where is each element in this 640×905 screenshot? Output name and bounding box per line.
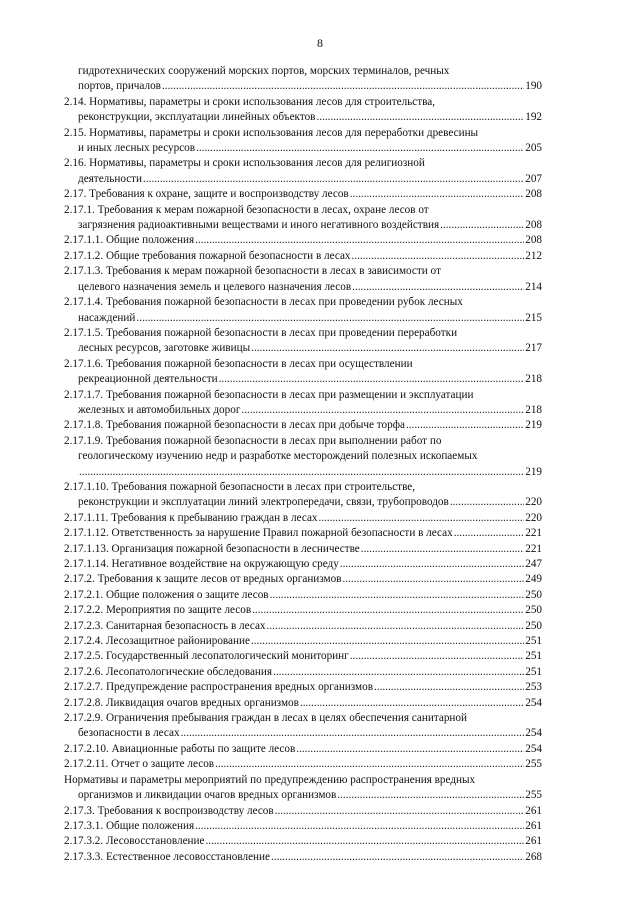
toc-entry (64, 187, 542, 202)
toc-page-number: 255 (525, 758, 542, 771)
toc-entry-line (64, 187, 542, 202)
toc-entry-line (64, 819, 542, 834)
toc-entry-text: деятельности (78, 172, 143, 185)
toc-entry-text: целевого назначения земель и целевого назначения лесов (78, 280, 352, 293)
toc-entry-line (64, 649, 542, 664)
toc-page-number: 215 (525, 311, 542, 324)
toc-entry-text: рекреационной деятельности (78, 373, 218, 386)
toc-entry-line (64, 542, 542, 557)
toc-entry (64, 511, 542, 526)
toc-entry (64, 665, 542, 680)
toc-entry-line (64, 634, 542, 649)
toc-entry-text: 2.17.3. Требования к воспроизводству лесов (64, 804, 274, 817)
toc-entry-line (64, 280, 542, 295)
toc-page-number: 268 (525, 850, 542, 863)
toc-entry-text: 2.17.1.1. Общие положения (64, 234, 195, 247)
toc-entry-text: железных и автомобильных дорог (78, 403, 241, 416)
toc-page-number: 217 (525, 342, 542, 355)
toc-page-number: 261 (525, 819, 542, 832)
toc-entry-line (64, 372, 542, 387)
dot-leader (340, 557, 524, 572)
toc-entry-text: 2.17.2.6. Лесопатологические обследования (64, 665, 273, 678)
toc-entry-line (64, 804, 542, 819)
toc-entry (64, 850, 542, 865)
toc-entry-text: 2.17.2.10. Авиационные работы по защите лесов (64, 742, 296, 755)
toc-entry (64, 804, 542, 819)
page-number: 8 (317, 36, 323, 50)
toc-page-number: 251 (525, 650, 542, 663)
dot-leader (296, 742, 524, 757)
toc-entry-text: 2.17.2. Требования к защите лесов от вредных организмов (64, 573, 342, 586)
toc-page-number: 220 (525, 496, 542, 509)
dot-leader (143, 172, 524, 187)
dot-leader (352, 280, 524, 295)
toc-page-number: 254 (525, 727, 542, 740)
dot-leader (162, 79, 524, 94)
toc-page-number: 208 (525, 188, 542, 201)
toc-page-number: 251 (525, 665, 542, 678)
toc-entry (64, 233, 542, 248)
toc-entry-text: реконструкции, эксплуатации линейных объектов (78, 111, 316, 124)
toc-page-number: 219 (525, 419, 542, 432)
dot-leader (205, 834, 524, 849)
dot-leader (350, 649, 524, 664)
toc-entry-text: загрязнения радиоактивными веществами и иного негативного воздействия (78, 219, 440, 232)
toc-entry-text: 2.17.1.2. Общие требования пожарной безопасности в лесах (64, 249, 351, 262)
dot-leader (454, 526, 525, 541)
toc-entry-line (64, 110, 542, 125)
dot-leader (316, 110, 524, 125)
toc-entry (64, 819, 542, 834)
toc-entry-line (64, 526, 542, 541)
toc-page-number: 207 (525, 172, 542, 185)
toc-entry-line (78, 79, 542, 94)
toc-entry (64, 264, 542, 295)
toc-entry-text: 2.17.1.7. Требования пожарной безопасности в лесах при размещении и эксплуатации (64, 388, 474, 401)
toc-entry-text: портов, причалов (78, 80, 161, 93)
toc-entry-line (64, 172, 542, 187)
toc-entry-line (64, 572, 542, 587)
toc-entry (64, 711, 542, 742)
toc-entry-text: 2.17.2.8. Ликвидация очагов вредных организмов (64, 696, 299, 709)
toc-entry (64, 649, 542, 664)
toc-page-number: 214 (525, 280, 542, 293)
toc-entry-text: 2.17.1.12. Ответственность за нарушение Правил пожарной безопасности в лесах (64, 527, 453, 540)
toc-entry-line (64, 465, 542, 480)
toc-entry-text: геологическому изучению недр и разработке месторождений полезных ископаемых (78, 450, 478, 463)
toc-entry-text: насаждений (78, 311, 136, 324)
toc-entry-text: 2.17.2.2. Мероприятия по защите лесов (64, 604, 252, 617)
toc-entry-text: 2.16. Нормативы, параметры и сроки использования лесов для религиозной (64, 157, 425, 170)
toc-entry-text: 2.17.2.5. Государственный лесопатологический мониторинг (64, 650, 349, 663)
dot-leader (273, 665, 524, 680)
toc-page-number: 254 (525, 696, 542, 709)
toc-entry-text: 2.17.1.6. Требования пожарной безопасности в лесах при осуществлении (64, 357, 413, 370)
toc-entry-text: гидротехнических сооружений морских портов, морских терминалов, речных (78, 65, 450, 77)
toc-entry-line (64, 696, 542, 711)
dot-leader (406, 418, 524, 433)
dot-leader (136, 311, 524, 326)
dot-leader (252, 603, 524, 618)
toc-entry-line (64, 311, 542, 326)
toc-entry (64, 64, 542, 95)
toc-entry (64, 388, 542, 419)
toc-entry-line (64, 665, 542, 680)
toc-entry (64, 480, 542, 511)
toc-entry-line (64, 418, 542, 433)
toc-page-number: 247 (525, 558, 542, 570)
toc-page-number: 249 (525, 573, 542, 586)
dot-leader (219, 372, 525, 387)
toc-entry (64, 326, 542, 357)
toc-entry-text: Нормативы и параметры мероприятий по предупреждению распространения вредных (64, 773, 476, 786)
toc-entry-text: 2.17.1.9. Требования пожарной безопасности в лесах при выполнении работ по (64, 434, 442, 447)
toc-entry-line (64, 726, 542, 741)
toc-page-number: 218 (525, 403, 542, 416)
toc-page-number: 205 (525, 142, 542, 155)
toc-entry-text: лесных ресурсов, заготовке живицы (78, 342, 251, 355)
toc-entry-line (64, 742, 542, 757)
dot-leader (350, 187, 525, 202)
dot-leader (450, 495, 524, 510)
toc-entry-text: 2.17.3.2. Лесовосстановление (64, 835, 205, 848)
dot-leader (374, 680, 524, 695)
toc-entry (64, 418, 542, 433)
toc-page-number: 254 (525, 742, 542, 755)
toc-entry (64, 757, 542, 772)
toc-entry (64, 156, 542, 187)
dot-leader (300, 696, 524, 711)
toc-entry-text: 2.14. Нормативы, параметры и сроки использования лесов для строительства, (64, 95, 436, 108)
toc-entry-line (64, 788, 542, 803)
dot-leader (195, 233, 524, 248)
toc-entry-text: 2.17.3.3. Естественное лесовосстановление (64, 850, 270, 863)
toc-entry-line (64, 619, 542, 634)
toc-entry (64, 588, 542, 603)
toc-entry-line (64, 557, 542, 572)
toc-page-number: 208 (525, 234, 542, 247)
dot-leader (361, 542, 524, 557)
toc-entry-line (64, 341, 542, 356)
toc-page-number: 220 (525, 511, 542, 524)
dot-leader (241, 403, 524, 418)
toc-entry (64, 295, 542, 326)
dot-leader (195, 819, 524, 834)
toc-entry-text: 2.17.2.11. Отчет о защите лесов (64, 758, 215, 771)
toc-entry (64, 557, 542, 572)
toc-entry-line (64, 249, 542, 264)
toc-entry-text: 2.15. Нормативы, параметры и сроки использования лесов для переработки древесины (64, 126, 479, 139)
toc-entry-text: 2.17.2.4. Лесозащитное районирование (64, 635, 250, 648)
toc-entry (64, 434, 542, 480)
toc-entry-line (64, 495, 542, 510)
dot-leader (251, 341, 524, 356)
toc-page-number: 190 (525, 80, 542, 93)
toc-page-number: 250 (525, 588, 542, 601)
dot-leader (79, 465, 524, 480)
toc-entry-text: 2.17.1.8. Требования пожарной безопасности в лесах при добыче торфа (64, 419, 405, 432)
toc-entry-line (64, 403, 542, 418)
toc-entry-line (64, 834, 542, 849)
toc-entry (64, 634, 542, 649)
toc-entry-line (64, 218, 542, 233)
dot-leader (215, 757, 524, 772)
dot-leader (275, 804, 525, 819)
toc-entry (64, 742, 542, 757)
toc-entry-text: 2.17.1.4. Требования пожарной безопасности в лесах при проведении рубок лесных (64, 296, 463, 309)
toc-entry-text: 2.17.2.1. Общие положения о защите лесов (64, 588, 269, 601)
toc-entry-text: 2.17.3.1. Общие положения (64, 819, 195, 832)
toc-entry (64, 126, 542, 157)
toc-entry (64, 249, 542, 264)
toc-entry-line (64, 233, 542, 248)
toc-entry-text: организмов и ликвидации очагов вредных организмов (78, 789, 337, 802)
toc-entry (64, 834, 542, 849)
dot-leader (270, 588, 525, 603)
dot-leader (440, 218, 524, 233)
dot-leader (181, 726, 525, 741)
toc-entry-line (64, 141, 542, 156)
toc-page-number: 221 (525, 542, 542, 555)
toc-page-number: 253 (525, 681, 542, 694)
toc-page-number: 251 (525, 635, 542, 648)
toc-entry (64, 603, 542, 618)
dot-leader (271, 850, 524, 865)
toc-entry (64, 680, 542, 695)
dot-leader (267, 619, 525, 634)
dot-leader (319, 511, 525, 526)
toc-entry (64, 773, 542, 804)
toc-entry-line (64, 757, 542, 772)
toc-entry-line (64, 511, 542, 526)
dot-leader (337, 788, 524, 803)
toc-entry-text: 2.17. Требования к охране, защите и воспроизводству лесов (64, 188, 349, 201)
toc-entry (64, 572, 542, 587)
toc-entry (64, 619, 542, 634)
toc-page-number: 208 (525, 219, 542, 232)
toc-entry-text: и иных лесных ресурсов (78, 142, 196, 155)
toc-entry-line (64, 850, 542, 865)
toc-entry (64, 526, 542, 541)
dot-leader (343, 572, 525, 587)
toc-page-number: 261 (525, 835, 542, 848)
toc-entry (64, 696, 542, 711)
toc-entry (64, 542, 542, 557)
toc-entry-text: 2.17.1.3. Требования к мерам пожарной безопасности в лесах в зависимости от (64, 265, 441, 278)
toc-page-number: 218 (525, 373, 542, 386)
toc-entry-text: безопасности в лесах (78, 727, 180, 740)
toc-entry (64, 203, 542, 234)
toc-entry-line (64, 588, 542, 603)
toc-entry-line (64, 603, 542, 618)
toc-entry-text: 2.17.1.13. Организация пожарной безопасности в лесничестве (64, 542, 360, 555)
dot-leader (196, 141, 524, 156)
toc-entry (64, 95, 542, 126)
toc-page-number: 219 (525, 465, 542, 478)
toc-entry-text: 2.17.1.14. Негативное воздействие на окружающую среду (64, 558, 339, 570)
dot-leader (251, 634, 524, 649)
toc-entry-line (64, 680, 542, 695)
toc-page-number: 250 (525, 619, 542, 632)
toc-entry (64, 357, 542, 388)
toc-page-number: 212 (525, 249, 542, 262)
toc-page-number: 250 (525, 604, 542, 617)
toc-entry-text: 2.17.1.11. Требования к пребыванию граждан в лесах (64, 511, 318, 524)
toc-entry-text: 2.17.2.9. Ограничения пребывания граждан в лесах в целях обеспечения санитарной (64, 712, 467, 725)
toc-page-number: 255 (525, 789, 542, 802)
toc-entry-text: 2.17.1. Требования к мерам пожарной безопасности в лесах, охране лесов от (64, 203, 429, 216)
toc-entry-text: 2.17.1.5. Требования пожарной безопасности в лесах при проведении переработки (64, 326, 458, 339)
toc-page-number: 261 (525, 804, 542, 817)
toc-entry-text: 2.17.2.3. Санитарная безопасность в лесах (64, 619, 266, 632)
toc-page-number: 192 (525, 111, 542, 124)
toc-page-number: 221 (525, 527, 542, 540)
dot-leader (352, 249, 525, 264)
toc-entry-text: 2.17.1.10. Требования пожарной безопасности в лесах при строительстве, (64, 480, 416, 493)
toc-entry-text: реконструкции и эксплуатации линий электропередачи, связи, трубопроводов (78, 496, 449, 509)
toc-entry-text: 2.17.2.7. Предупреждение распространения вредных организмов (64, 681, 374, 694)
table-of-contents (64, 64, 542, 865)
